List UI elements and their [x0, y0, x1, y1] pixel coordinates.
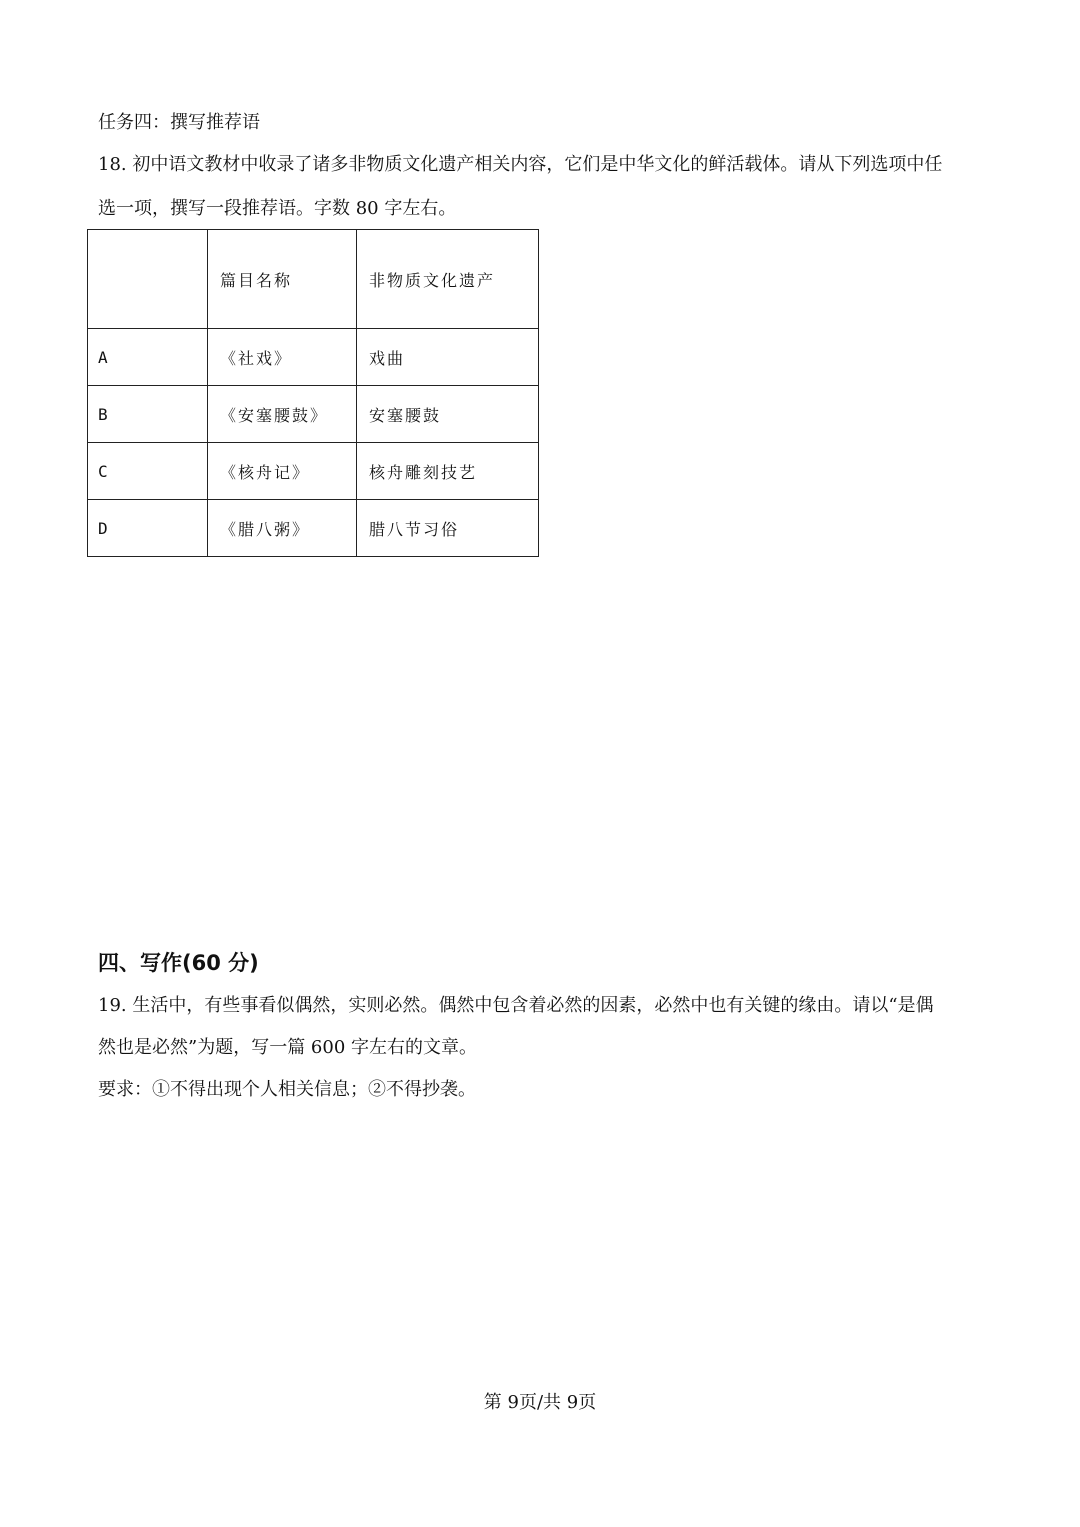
question-19-requirements: 要求：①不得出现个人相关信息；②不得抄袭。	[98, 1079, 476, 1100]
article-title: 《腊八粥》	[208, 500, 357, 557]
question-19-text-continued: 然也是必然”为题，写一篇 600 字左右的文章。	[98, 1037, 478, 1058]
page-number-footer: 第 9页/共 9页	[483, 1392, 597, 1413]
option-letter: A	[88, 329, 208, 386]
article-title: 《社戏》	[208, 329, 357, 386]
option-letter: B	[88, 386, 208, 443]
heritage-name: 戏曲	[357, 329, 539, 386]
question-18-text: 18. 初中语文教材中收录了诸多非物质文化遗产相关内容，它们是中华文化的鲜活载体。请从下列选项中任	[98, 154, 943, 175]
table-row	[88, 329, 539, 386]
article-title: 《安塞腰鼓》	[208, 386, 357, 443]
heritage-name: 腊八节习俗	[357, 500, 539, 557]
table-header-cell	[88, 230, 208, 329]
question-19-text: 19. 生活中，有些事看似偶然，实则必然。偶然中包含着必然的因素，必然中也有关键的缘由。请以“是偶	[98, 995, 934, 1016]
table-row	[88, 443, 539, 500]
heritage-name: 安塞腰鼓	[357, 386, 539, 443]
article-title: 《核舟记》	[208, 443, 357, 500]
table-header-cell: 非物质文化遗产	[357, 230, 539, 329]
table-row	[88, 500, 539, 557]
heritage-name: 核舟雕刻技艺	[357, 443, 539, 500]
table-header-cell: 篇目名称	[208, 230, 357, 329]
section-title-writing: 四、写作(60 分)	[98, 951, 259, 975]
option-letter: C	[88, 443, 208, 500]
table-header-row	[88, 230, 539, 329]
heritage-options-table	[87, 229, 539, 557]
option-letter: D	[88, 500, 208, 557]
task-heading: 任务四：撰写推荐语	[98, 112, 260, 133]
question-18-text-continued: 选一项，撰写一段推荐语。字数 80 字左右。	[98, 198, 457, 219]
table-row	[88, 386, 539, 443]
